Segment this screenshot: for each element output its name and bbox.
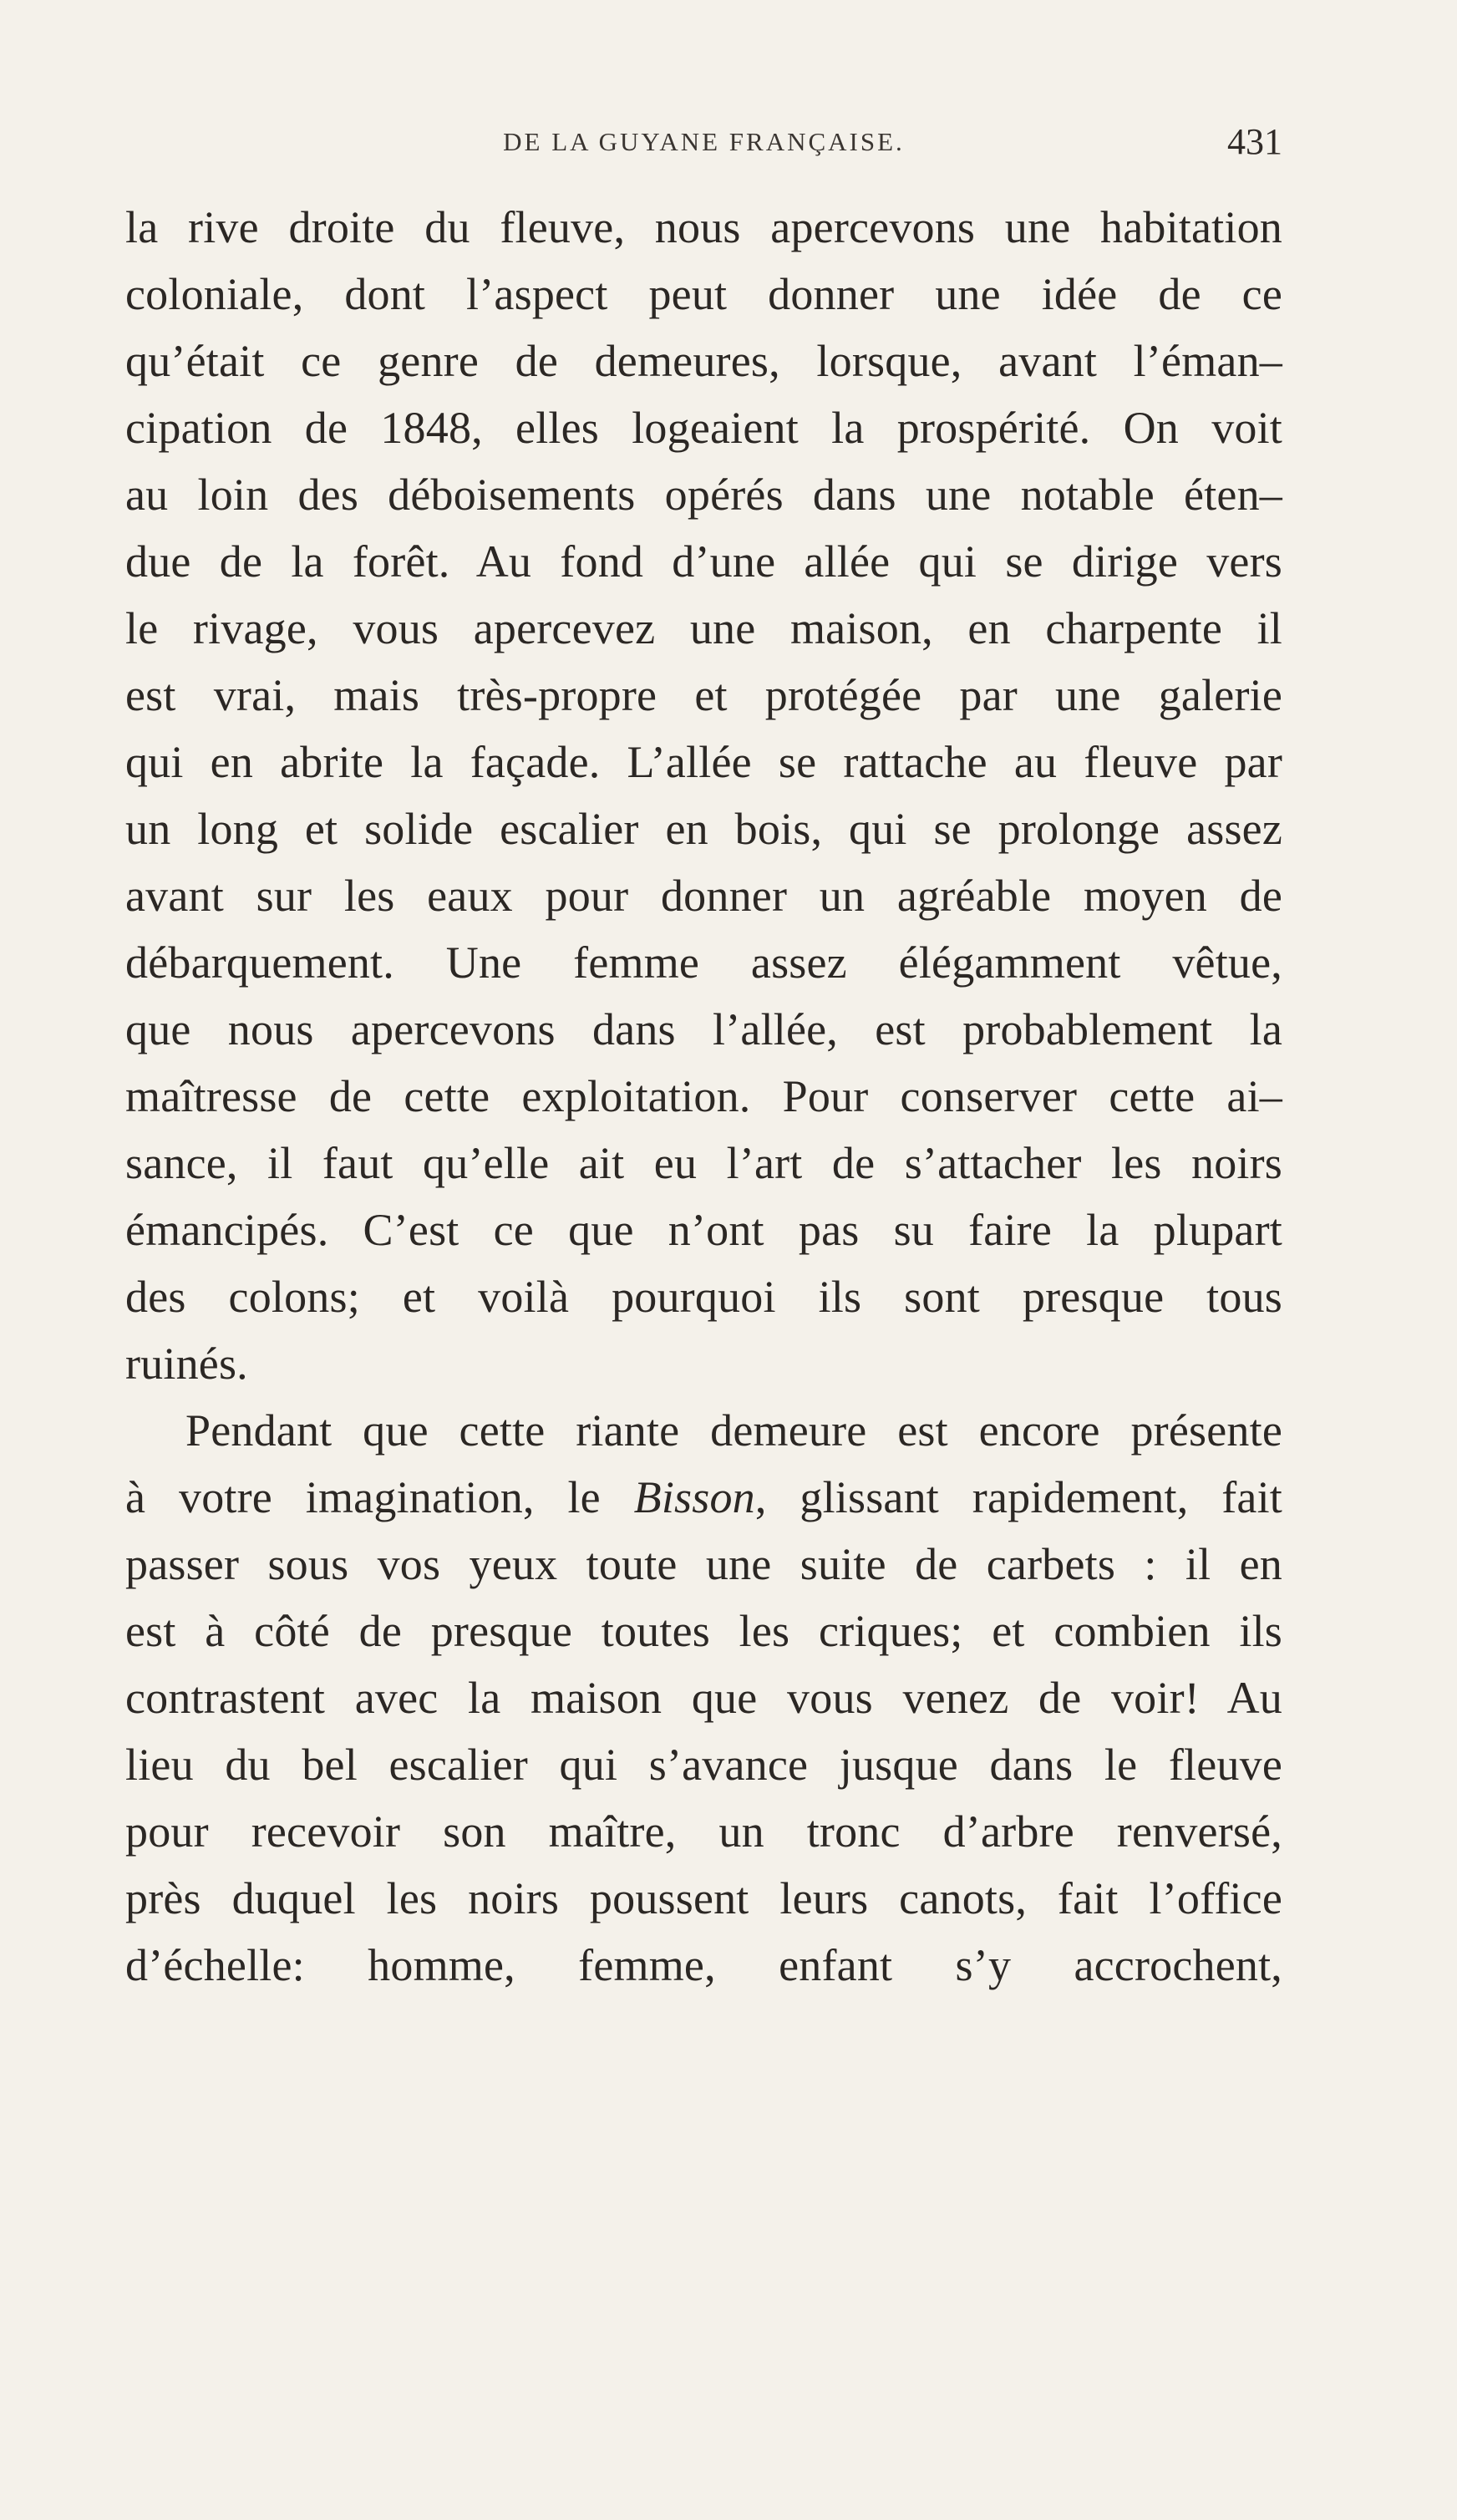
text-line: que nous apercevons dans l’allée, est probablement la: [125, 1004, 1282, 1054]
text-line: avant sur les eaux pour donner un agréable moyen de: [125, 871, 1282, 921]
text-run: , glissant rapidement, fait: [754, 1472, 1282, 1522]
paragraph-first-line: Pendant que cette riante demeure est encore présente: [185, 1405, 1282, 1456]
text-line: cipation de 1848, elles logeaient la prospérité. On voit: [125, 403, 1282, 453]
text-line: au loin des déboisements opérés dans une notable éten–: [125, 470, 1282, 520]
text-line: d’échelle: homme, femme, enfant s’y accrochent,: [125, 1940, 1282, 1990]
text-line: qu’était ce genre de demeures, lorsque, avant l’éman–: [125, 336, 1282, 386]
text-line: contrastent avec la maison que vous venez de voir! Au: [125, 1673, 1282, 1723]
text-run: à votre imagination, le: [125, 1472, 634, 1522]
text-line: débarquement. Une femme assez élégamment vêtue,: [125, 937, 1282, 988]
text-line: émancipés. C’est ce que n’ont pas su faire la plupart: [125, 1205, 1282, 1255]
text-line: sance, il faut qu’elle ait eu l’art de s’attacher les noirs: [125, 1138, 1282, 1188]
text-line: un long et solide escalier en bois, qui se prolonge assez: [125, 804, 1282, 854]
body-text: [125, 194, 1282, 1999]
text-line: coloniale, dont l’aspect peut donner une idée de ce: [125, 269, 1282, 319]
text-line: des colons; et voilà pourquoi ils sont presque tous: [125, 1272, 1282, 1322]
page-number: 431: [1227, 121, 1282, 162]
text-line: le rivage, vous apercevez une maison, en charpente il: [125, 603, 1282, 653]
text-line: qui en abrite la façade. L’allée se rattache au fleuve par: [125, 737, 1282, 787]
text-line: est vrai, mais très-propre et protégée par une galerie: [125, 670, 1282, 720]
text-line: due de la forêt. Au fond d’une allée qui se dirige vers: [125, 536, 1282, 587]
text-line: maîtresse de cette exploitation. Pour conserver cette ai–: [125, 1071, 1282, 1121]
text-line: lieu du bel escalier qui s’avance jusque dans le fleuve: [125, 1740, 1282, 1790]
text-line: pour recevoir son maître, un tronc d’arbre renversé,: [125, 1806, 1282, 1857]
text-line: la rive droite du fleuve, nous apercevons une habitation: [125, 202, 1282, 252]
text-line: passer sous vos yeux toute une suite de carbets : il en: [125, 1539, 1282, 1589]
text-line: est à côté de presque toutes les criques; et combien ils: [125, 1606, 1282, 1656]
text-line: [125, 1464, 1282, 1531]
text-line: ruinés.: [125, 1339, 248, 1389]
text-line: près duquel les noirs poussent leurs canots, fait l’office: [125, 1873, 1282, 1923]
running-title: DE LA GUYANE FRANÇAISE.: [503, 127, 905, 156]
page-header: [125, 121, 1282, 174]
ship-name: Bisson: [633, 1472, 755, 1522]
